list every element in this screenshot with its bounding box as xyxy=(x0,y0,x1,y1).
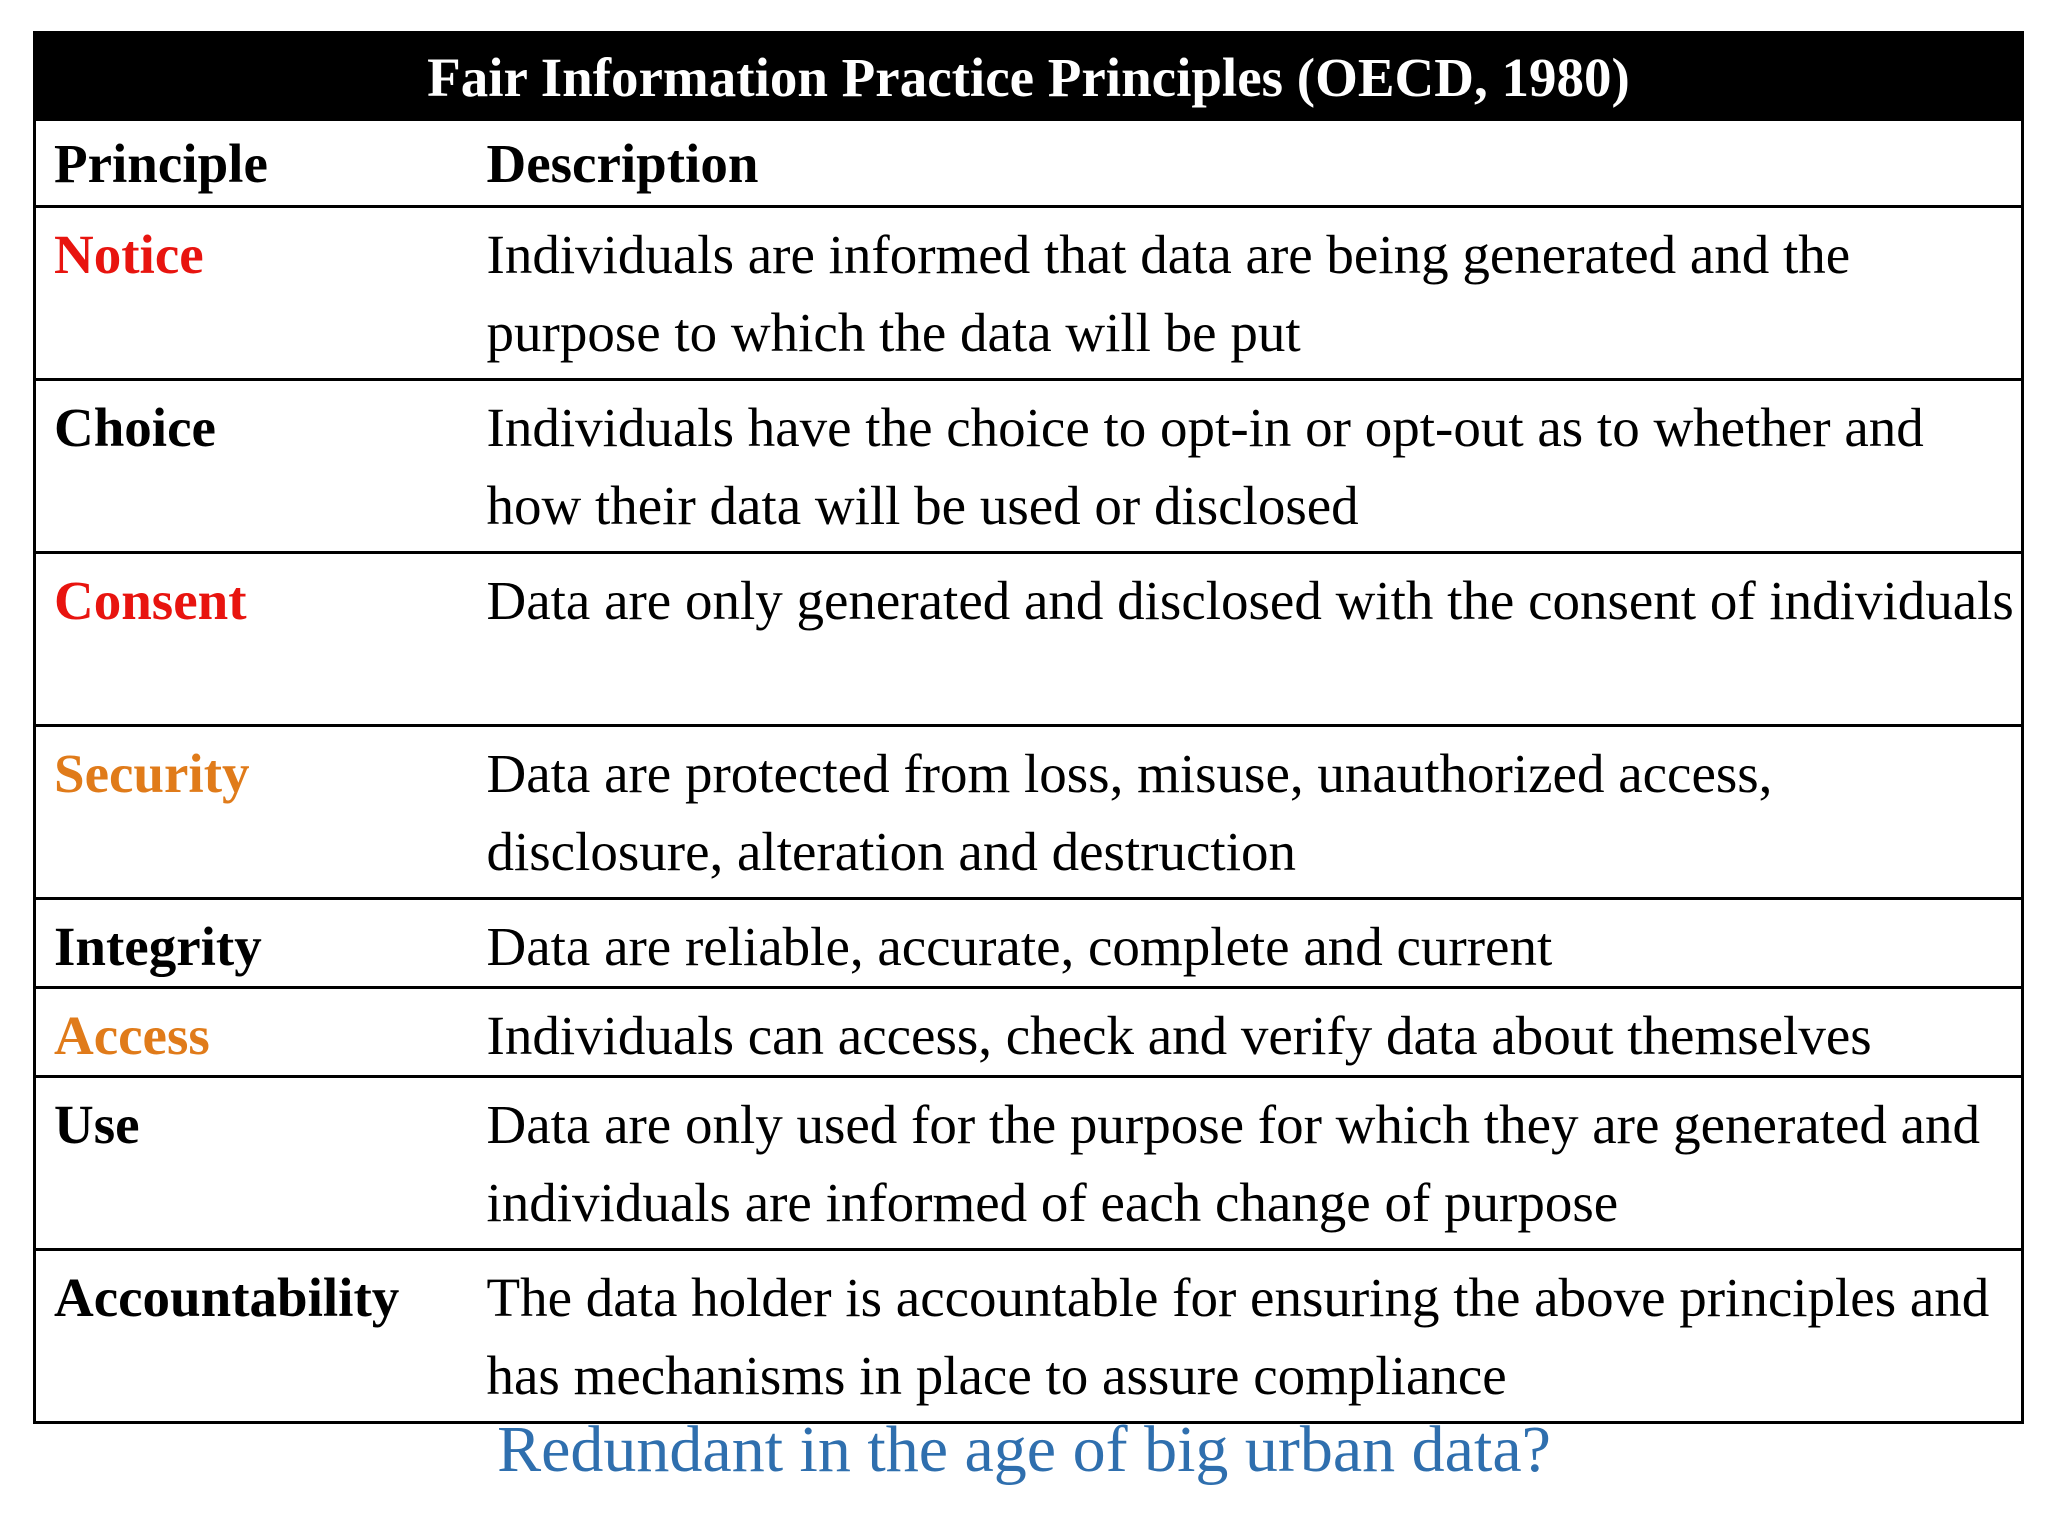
principle-description: Data are reliable, accurate, complete and current xyxy=(460,899,2023,988)
table-row xyxy=(35,207,2023,380)
table-row xyxy=(35,1250,2023,1423)
fipp-table xyxy=(33,31,2024,1424)
principle-description: Data are only used for the purpose for which they are generated and individuals are informed of each change of purpose xyxy=(460,1077,2023,1250)
principle-description: Individuals are informed that data are being generated and the purpose to which the data will be put xyxy=(460,207,2023,380)
table-row xyxy=(35,553,2023,726)
principle-name: Accountability xyxy=(35,1250,460,1423)
description-column-header: Description xyxy=(460,121,2023,207)
table-row xyxy=(35,899,2023,988)
principle-description: Individuals can access, check and verify data about themselves xyxy=(460,988,2023,1077)
footer-question: Redundant in the age of big urban data? xyxy=(497,1413,1551,1486)
principle-description: The data holder is accountable for ensuring the above principles and has mechanisms in place to assure compliance xyxy=(460,1250,2023,1423)
table-row xyxy=(35,988,2023,1077)
principle-name: Integrity xyxy=(35,899,460,988)
table-title: Fair Information Practice Principles (OECD, 1980) xyxy=(35,33,2023,122)
principle-column-header: Principle xyxy=(35,121,460,207)
principle-description: Data are only generated and disclosed with the consent of individuals xyxy=(460,553,2023,726)
table-header-row xyxy=(35,121,2023,207)
table-row xyxy=(35,1077,2023,1250)
table-row xyxy=(35,380,2023,553)
table-row xyxy=(35,726,2023,899)
table-title-row xyxy=(35,33,2023,122)
principle-description: Data are protected from loss, misuse, unauthorized access, disclosure, alteration and destruction xyxy=(460,726,2023,899)
principle-name: Consent xyxy=(35,553,460,726)
principle-name: Security xyxy=(35,726,460,899)
principle-name: Notice xyxy=(35,207,460,380)
principle-name: Access xyxy=(35,988,460,1077)
principle-description: Individuals have the choice to opt-in or opt-out as to whether and how their data will be used or disclosed xyxy=(460,380,2023,553)
principle-name: Use xyxy=(35,1077,460,1250)
principle-name: Choice xyxy=(35,380,460,553)
